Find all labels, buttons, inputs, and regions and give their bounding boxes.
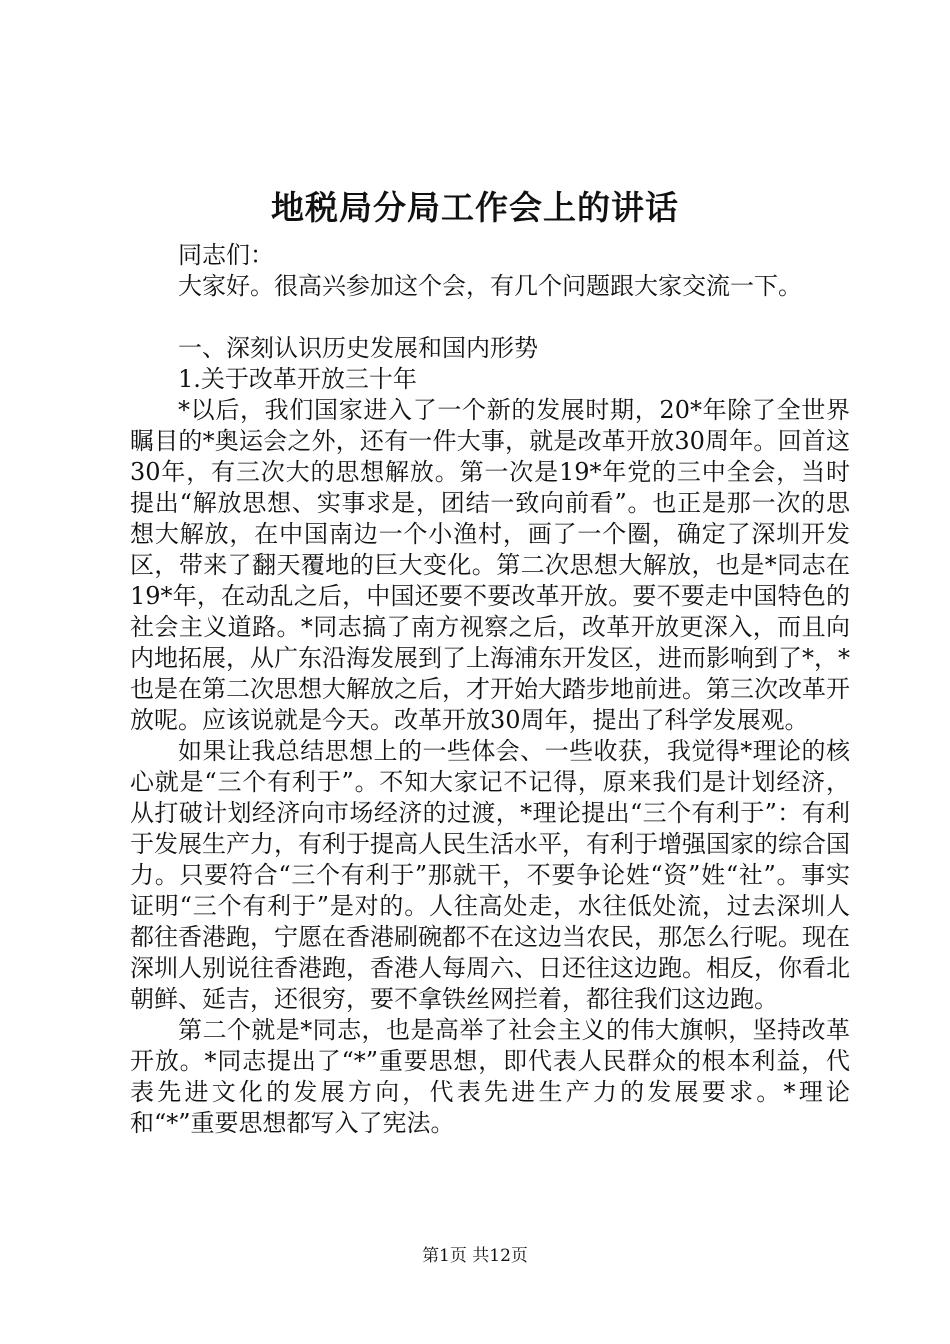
- body-paragraph: 如果让我总结思想上的一些体会、一些收获，我觉得*理论的核心就是“三个有利于”。不知大家记不记得，原来我们是计划经济，从打破计划经济向市场经济的过渡，*理论提出“三个有利于”：有利于发展生产力，有利于提高人民生活水平，有利于增强国家的综合国力。只要符合“三个有利于”那就干，不要争论姓“资”姓“社”。事实证明“三个有利于”是对的。人往高处走，水往低处流，过去深圳人都往香港跑，宁愿在香港刷碗都不在这边当农民，那怎么行呢。现在深圳人别说往香港跑，香港人每周六、日还往这边跑。相反，你看北朝鲜、延吉，还很穷，要不拿铁丝网拦着，都往我们这边跑。: [130, 737, 850, 1013]
- page-number-footer: 第1页 共12页: [422, 1246, 528, 1266]
- body-paragraph: *以后，我们国家进入了一个新的发展时期，20*年除了全世界瞩目的*奥运会之外，还有一件大事，就是改革开放30周年。回首这30年，有三次大的思想解放。第一次是19*年党的三中全会，当时提出“解放思想、实事求是，团结一致向前看”。也正是那一次的思想大解放，在中国南边一个小渔村，画了一个圈，确定了深圳开发区，带来了翻天覆地的巨大变化。第二次思想大解放，也是*同志在19*年，在动乱之后，中国还要不要改革开放。要不要走中国特色的社会主义道路。*同志搞了南方视察之后，改革开放更深入，而且向内地拓展，从广东沿海发展到了上海浦东开发区，进而影响到了*，*也是在第二次思想大解放之后，才开始大踏步地前进。第三次改革开放呢。应该说就是今天。改革开放30周年，提出了科学发展观。: [130, 396, 850, 734]
- salutation: 同志们：: [178, 241, 274, 269]
- greeting-paragraph: 大家好。很高兴参加这个会，有几个问题跟大家交流一下。: [178, 272, 802, 300]
- body-paragraph: 第二个就是*同志，也是高举了社会主义的伟大旗帜，坚持改革开放。*同志提出了“*”重要思想，即代表人民群众的根本利益，代表先进文化的发展方向，代表先进生产力的发展要求。*理论和“*”重要思想都写入了宪法。: [130, 1016, 850, 1137]
- document-body: [130, 240, 850, 1139]
- document-title: 地税局分局工作会上的讲话: [271, 188, 679, 227]
- paragraph-spacer: [130, 302, 850, 333]
- subsection-heading: 1.关于改革开放三十年: [178, 365, 417, 393]
- section-heading: 一、深刻认识历史发展和国内形势: [178, 334, 538, 362]
